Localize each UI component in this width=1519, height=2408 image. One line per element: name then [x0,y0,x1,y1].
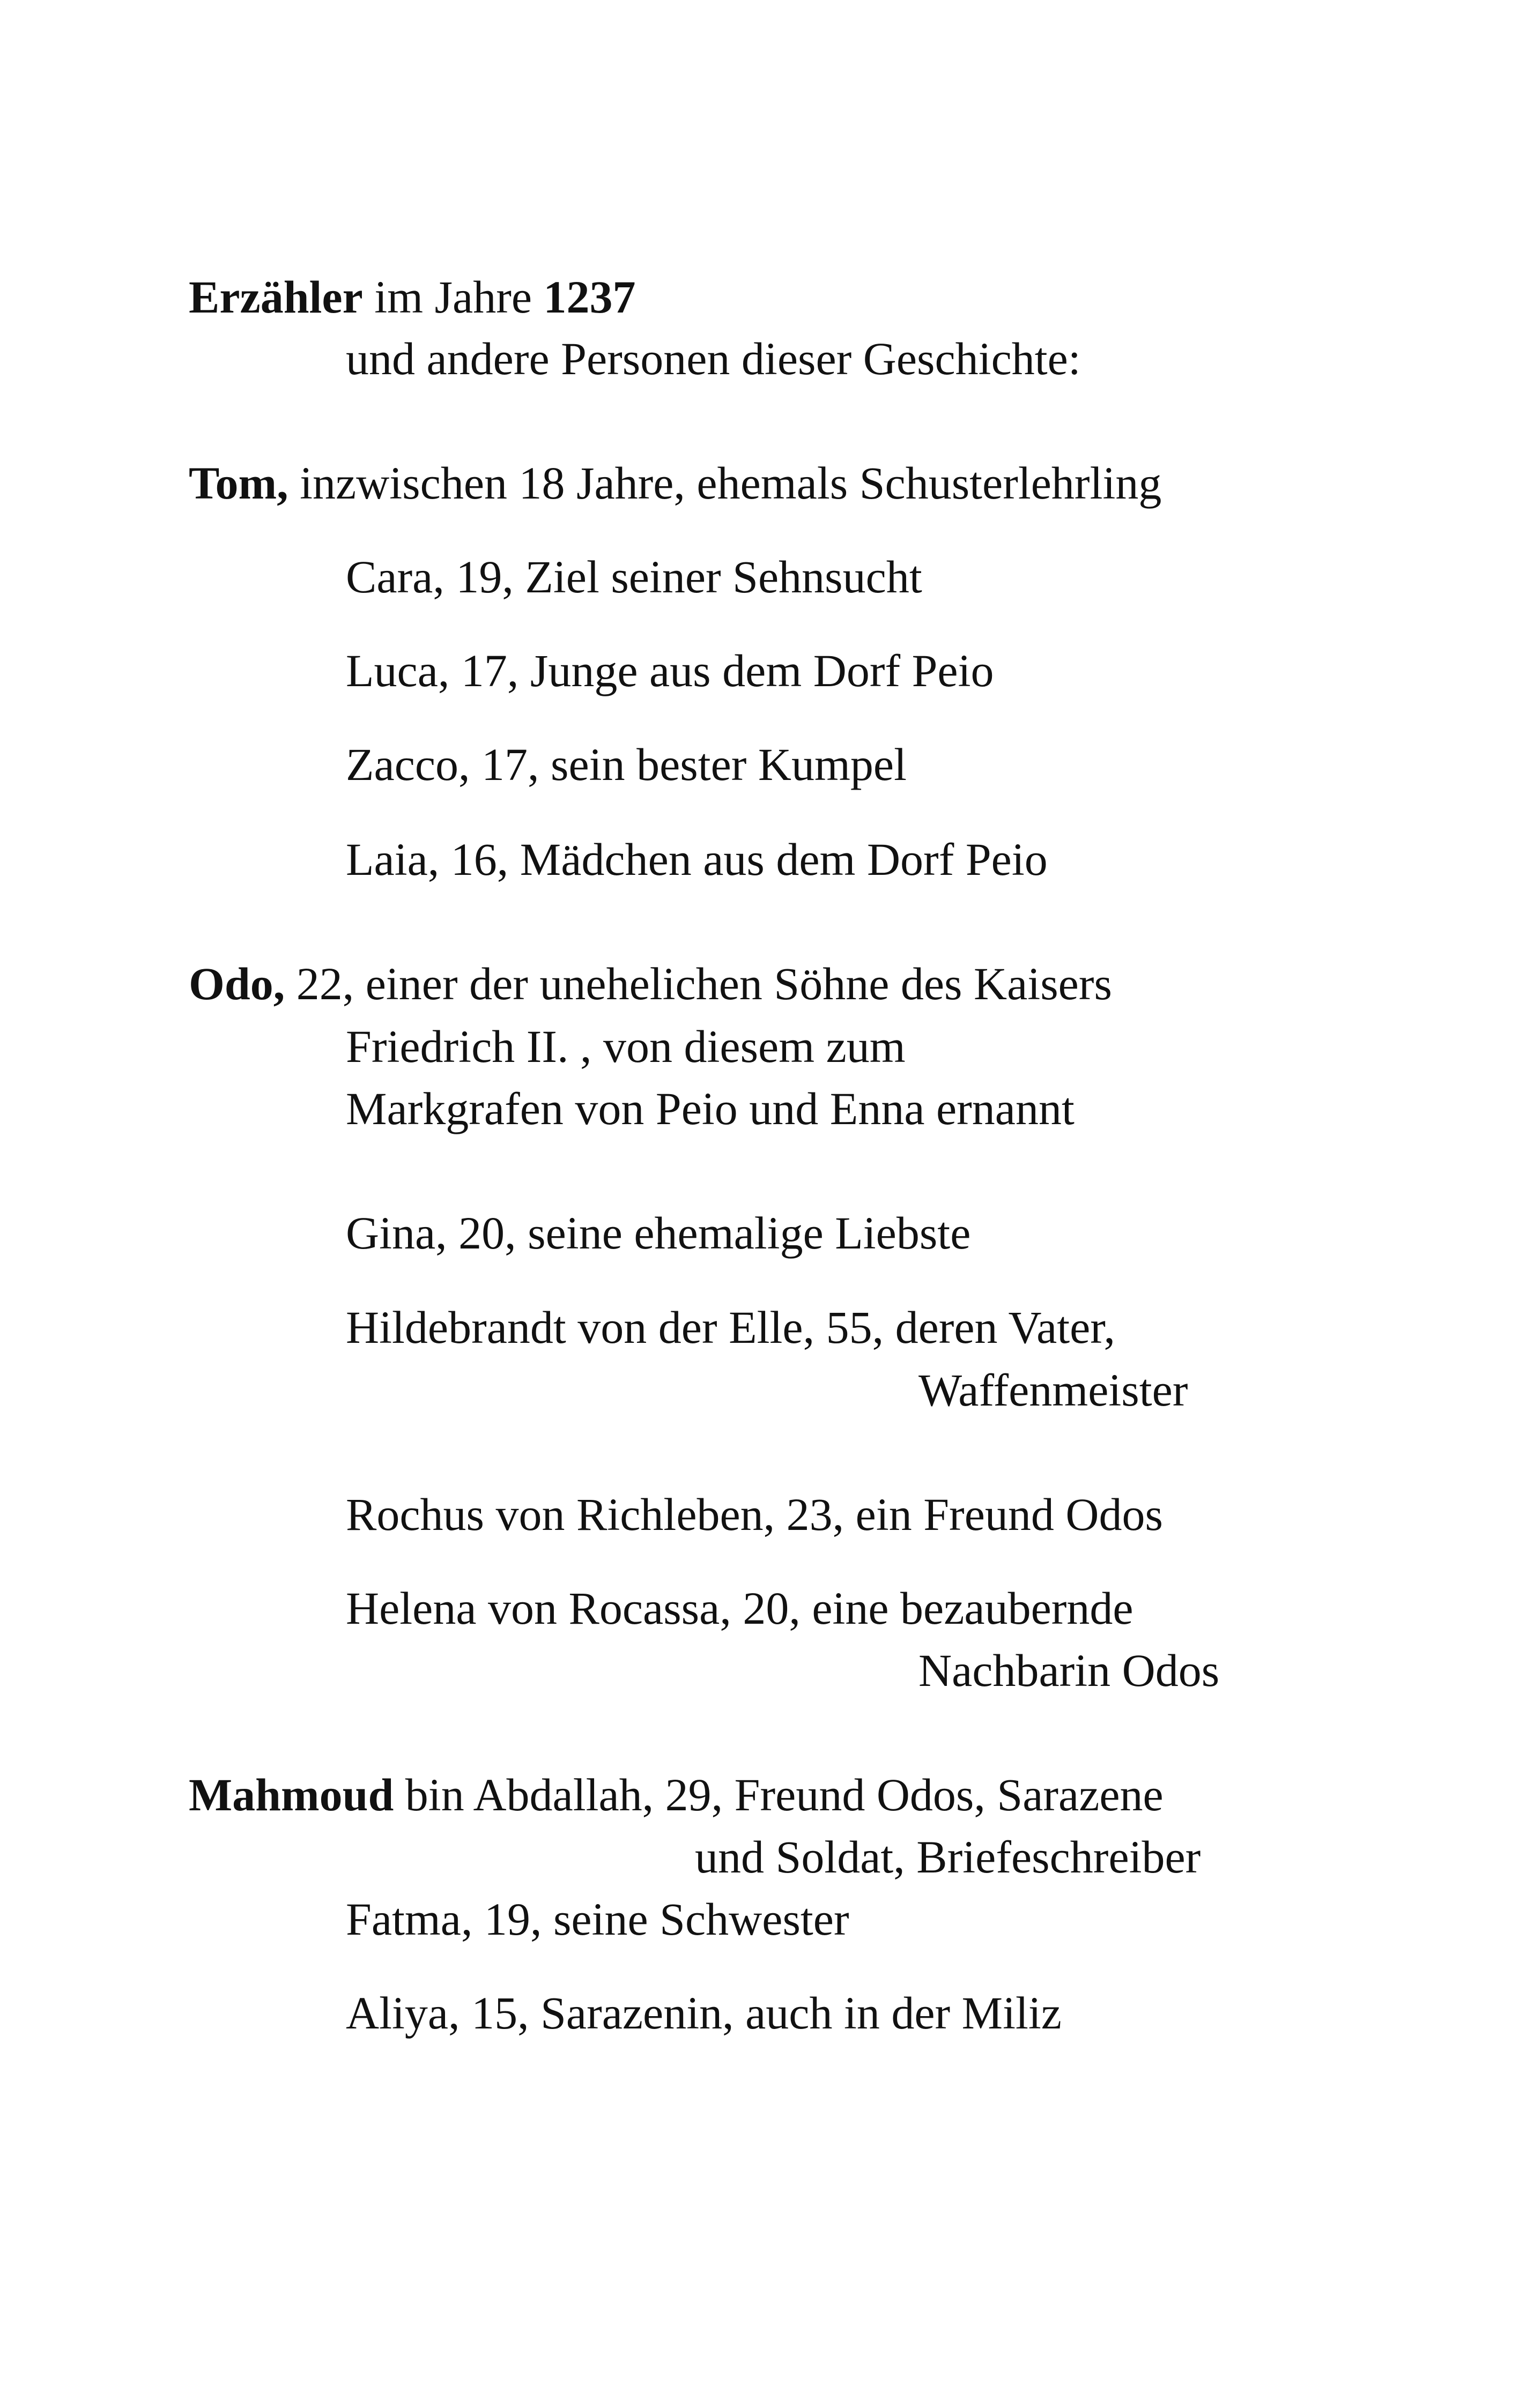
character-entry: Cara, 19, Ziel seiner Sehnsucht [346,551,922,603]
character-entry: Helena von Rocassa, 20, eine bezaubernde [346,1582,1133,1634]
odo-name: Odo, [189,958,285,1009]
character-entry: Aliya, 15, Sarazenin, auch in der Miliz [346,1987,1062,2039]
odo-description: 22, einer der unehelichen Söhne des Kaisers [285,958,1112,1009]
character-entry: Laia, 16, Mädchen aus dem Dorf Peio [346,834,1048,885]
mahmoud-name: Mahmoud [189,1769,394,1820]
narrator-mid: im Jahre [362,271,544,323]
tom-heading [189,456,1161,510]
narrator-heading [189,270,636,324]
mahmoud-description: bin Abdallah, 29, Freund Odos, Sarazene [394,1769,1164,1820]
character-entry-continuation: Nachbarin Odos [918,1645,1220,1696]
narrator-subline: und andere Personen dieser Geschichte: [346,333,1081,384]
odo-description-line2: Friedrich II. , von diesem zum [346,1021,906,1072]
character-entry: Fatma, 19, seine Schwester [346,1893,849,1945]
character-entry-continuation: Waffenmeister [918,1364,1188,1416]
narrator-name: Erzähler [189,271,363,323]
character-entry: Zacco, 17, sein bester Kumpel [346,739,907,790]
odo-heading [189,957,1112,1010]
tom-description: inzwischen 18 Jahre, ehemals Schusterlehrling [288,457,1162,509]
mahmoud-description-line2: und Soldat, Briefeschreiber [695,1831,1201,1883]
character-entry: Luca, 17, Junge aus dem Dorf Peio [346,645,994,696]
narrator-year: 1237 [543,271,636,323]
odo-description-line3: Markgrafen von Peio und Enna ernannt [346,1083,1075,1134]
character-entry: Hildebrandt von der Elle, 55, deren Vater, [346,1302,1115,1353]
character-entry: Gina, 20, seine ehemalige Liebste [346,1207,971,1259]
mahmoud-heading [189,1768,1164,1822]
tom-name: Tom, [189,457,288,509]
character-entry: Rochus von Richleben, 23, ein Freund Odos [346,1489,1163,1540]
